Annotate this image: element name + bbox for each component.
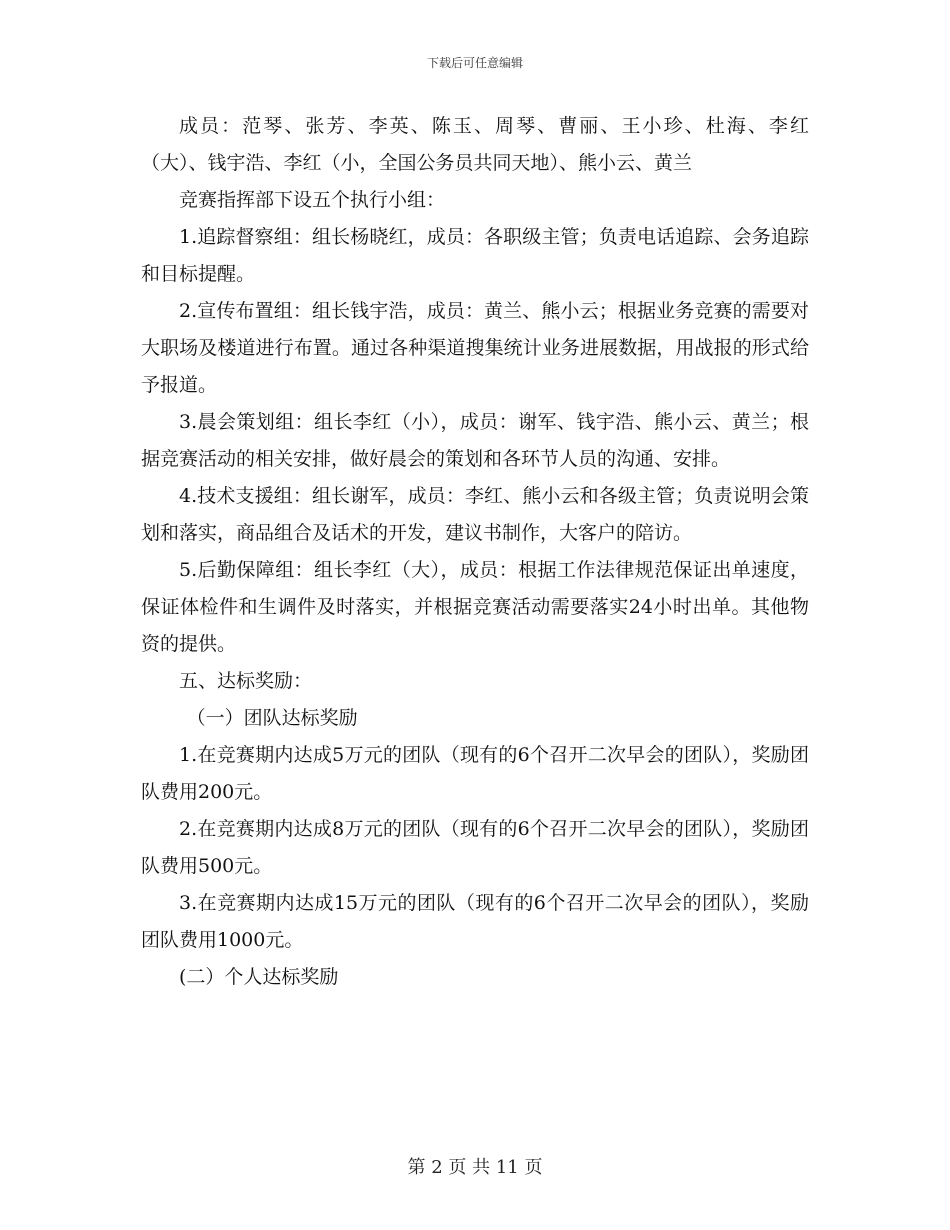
page-number: 第 2 页 共 11 页 bbox=[407, 1157, 543, 1178]
paragraph-group-1: 1.追踪督察组：组长杨晓红，成员：各职级主管；负责电话追踪、会务追踪和目标提醒。 bbox=[141, 226, 809, 285]
section-heading-rewards: 五、达标奖励： bbox=[179, 670, 313, 692]
paragraph-groups-intro: 竞赛指挥部下设五个执行小组： bbox=[179, 189, 446, 211]
paragraph-group-4: 4.技术支援组：组长谢军，成员：李红、熊小云和各级主管；负责说明会策划和落实，商品组合及话术的开发，建议书制作，大客户的陪访。 bbox=[141, 485, 809, 544]
paragraph-team-reward-3: 3.在竞赛期内达成15万元的团队（现有的6个召开二次早会的团队），奖励团队费用1000元。 bbox=[141, 892, 809, 951]
document-body bbox=[141, 108, 809, 996]
paragraph-team-reward-2: 2.在竞赛期内达成8万元的团队（现有的6个召开二次早会的团队），奖励团队费用500元。 bbox=[141, 818, 809, 877]
paragraph-group-2: 2.宣传布置组：组长钱宇浩，成员：黄兰、熊小云；根据业务竞赛的需要对大职场及楼道进行布置。通过各种渠道搜集统计业务进展数据，用战报的形式给予报道。 bbox=[141, 300, 809, 396]
subheading-team-rewards: （一）团队达标奖励 bbox=[186, 707, 358, 729]
paragraph-group-5: 5.后勤保障组：组长李红（大），成员：根据工作法律规范保证出单速度，保证体检件和生调件及时落实，并根据竞赛活动需要落实24小时出单。其他物资的提供。 bbox=[141, 559, 809, 655]
subheading-individual-rewards: (二）个人达标奖励 bbox=[179, 966, 339, 988]
page-header: 下载后可任意编辑 bbox=[426, 56, 523, 70]
paragraph-team-reward-1: 1.在竞赛期内达成5万元的团队（现有的6个召开二次早会的团队），奖励团队费用200元。 bbox=[141, 744, 809, 803]
paragraph-group-3: 3.晨会策划组：组长李红（小），成员：谢军、钱宇浩、熊小云、黄兰；根据竞赛活动的相关安排，做好晨会的策划和各环节人员的沟通、安排。 bbox=[141, 411, 809, 470]
paragraph-members: 成员：范琴、张芳、李英、陈玉、周琴、曹丽、王小珍、杜海、李红（大）、钱宇浩、李红（小，全国公务员共同天地）、熊小云、黄兰 bbox=[141, 115, 809, 174]
